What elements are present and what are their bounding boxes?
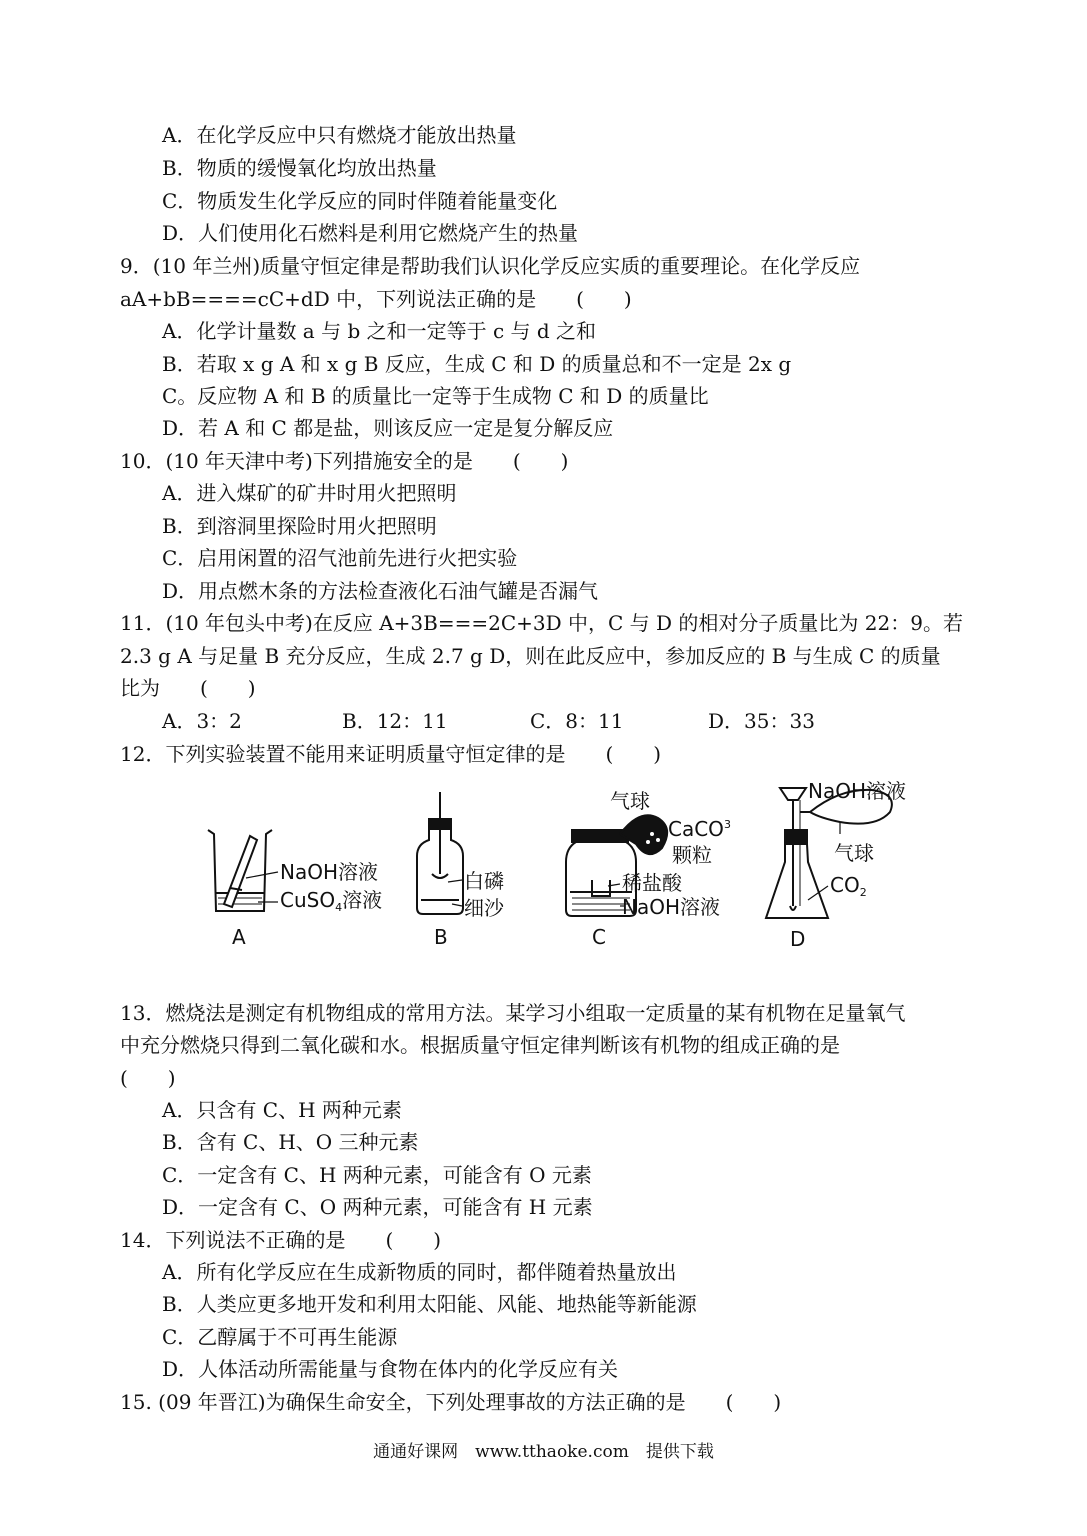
q8-option-d: D．人们使用化石燃料是利用它燃烧产生的热量 [162,221,579,245]
apparatus-c-letter: C [592,925,606,949]
q11-stem-line3: 比为 ( ) [120,676,256,700]
apparatus-d-label-co2: $CO_2$ [830,873,867,899]
apparatus-a-beaker [208,830,272,911]
q13-option-c: C．一定含有 C、H 两种元素，可能含有 O 元素 [162,1163,592,1187]
q14-option-b: B．人类应更多地开发和利用太阳能、风能、地热能等新能源 [162,1292,697,1316]
q11-option-d: D．35：33 [708,709,815,733]
apparatus-a-label-cuso4: CuSO$_4$溶液 [280,888,383,914]
q13-option-a: A．只含有 C、H 两种元素 [162,1098,402,1122]
q11-option-b: B．12：11 [342,709,448,733]
apparatus-c-label-granules: 颗粒 [672,843,712,867]
q11-stem-line2: 2.3 g A 与足量 B 充分反应，生成 2.7 g D，则在此反应中，参加反应的 B 与生成 C 的质量 [120,644,941,668]
page-footer: 通通好课网 www.tthaoke.com 提供下载 [373,1442,714,1462]
q13-option-d: D．一定含有 C、O 两种元素，可能含有 H 元素 [162,1195,593,1219]
apparatus-d-label-naoh: NaOH溶液 [808,779,906,803]
q13-stem-line1: 13．燃烧法是测定有机物组成的常用方法。某学习小组取一定质量的某有机物在足量氧气 [120,1001,906,1025]
q12-apparatus-figure [200,778,940,953]
q9-option-b: B．若取 x g A 和 x g B 反应，生成 C 和 D 的质量总和不一定是 2x g [162,352,792,376]
apparatus-d-label-balloon: 气球 [834,841,874,865]
q13-option-b: B．含有 C、H、O 三种元素 [162,1130,419,1154]
q14-option-d: D．人体活动所需能量与食物在体内的化学反应有关 [162,1357,619,1381]
q10-option-a: A．进入煤矿的矿井时用火把照明 [162,481,457,505]
q14-stem: 14．下列说法不正确的是 ( ) [120,1228,442,1252]
apparatus-c-label-hcl: 稀盐酸 [622,871,682,895]
q14-option-a: A．所有化学反应在生成新物质的同时，都伴随着热量放出 [162,1260,677,1284]
apparatus-b-bottle [417,792,463,914]
q8-option-b: B．物质的缓慢氧化均放出热量 [162,156,437,180]
q10-option-d: D．用点燃木条的方法检查液化石油气罐是否漏气 [162,579,599,603]
q13-stem-line2: 中充分燃烧只得到二氧化碳和水。根据质量守恒定律判断该有机物的组成正确的是 [120,1033,840,1057]
apparatus-a-label-naoh: NaOH溶液 [280,860,378,884]
q9-stem-line2: aA+bB====cC+dD 中，下列说法正确的是 ( ) [120,287,632,311]
q13-stem-line3: ( ) [120,1066,176,1090]
q10-option-c: C．启用闲置的沼气池前先进行火把实验 [162,546,518,570]
apparatus-c-label-balloon: 气球 [610,789,650,813]
apparatus-c-label-caco3: CaCO$^3$ [668,817,731,841]
q10-stem: 10．(10 年天津中考)下列措施安全的是 ( ) [120,449,569,473]
apparatus-d-letter: D [790,927,806,951]
q9-stem-line1: 9．(10 年兰州)质量守恒定律是帮助我们认识化学反应实质的重要理论。在化学反应 [120,254,861,278]
q15-stem: 15. (09 年晋江)为确保生命安全，下列处理事故的方法正确的是 ( ) [120,1390,782,1414]
q8-option-c: C．物质发生化学反应的同时伴随着能量变化 [162,189,558,213]
q10-option-b: B．到溶洞里探险时用火把照明 [162,514,437,538]
q9-option-a: A．化学计量数 a 与 b 之和一定等于 c 与 d 之和 [162,319,597,343]
q9-option-d: D．若 A 和 C 都是盐，则该反应一定是复分解反应 [162,416,614,440]
q12-stem: 12．下列实验装置不能用来证明质量守恒定律的是 ( ) [120,742,662,766]
q9-option-c: C。反应物 A 和 B 的质量比一定等于生成物 C 和 D 的质量比 [162,384,709,408]
q11-stem-line1: 11．(10 年包头中考)在反应 A+3B===2C+3D 中，C 与 D 的相对分子质量比为 22：9。若 [120,611,963,635]
q11-option-c: C．8：11 [530,709,624,733]
q14-option-c: C．乙醇属于不可再生能源 [162,1325,398,1349]
apparatus-b-label-sand: 细沙 [464,896,504,920]
apparatus-b-letter: B [434,925,448,949]
q8-option-a: A．在化学反应中只有燃烧才能放出热量 [162,123,517,147]
apparatus-a-letter: A [232,925,246,949]
q11-option-a: A．3：2 [162,709,242,733]
apparatus-b-label-phosphorus: 白磷 [464,869,504,893]
apparatus-c-label-naoh: NaOH溶液 [622,895,720,919]
